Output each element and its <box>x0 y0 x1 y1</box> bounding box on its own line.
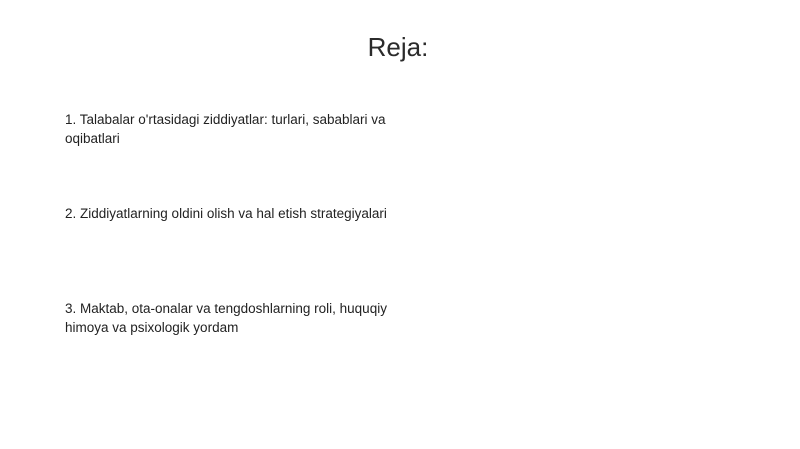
plan-item-2: 2. Ziddiyatlarning oldini olish va hal etish strategiyalari <box>65 206 387 221</box>
plan-item-3: 3. Maktab, ota-onalar va tengdoshlarning roli, huquqiy himoya va psixologik yordam <box>65 301 387 335</box>
plan-item-1: 1. Talabalar o'rtasidagi ziddiyatlar: turlari, sabablari va oqibatlari <box>65 112 386 146</box>
slide-title: Reja: <box>367 32 429 62</box>
